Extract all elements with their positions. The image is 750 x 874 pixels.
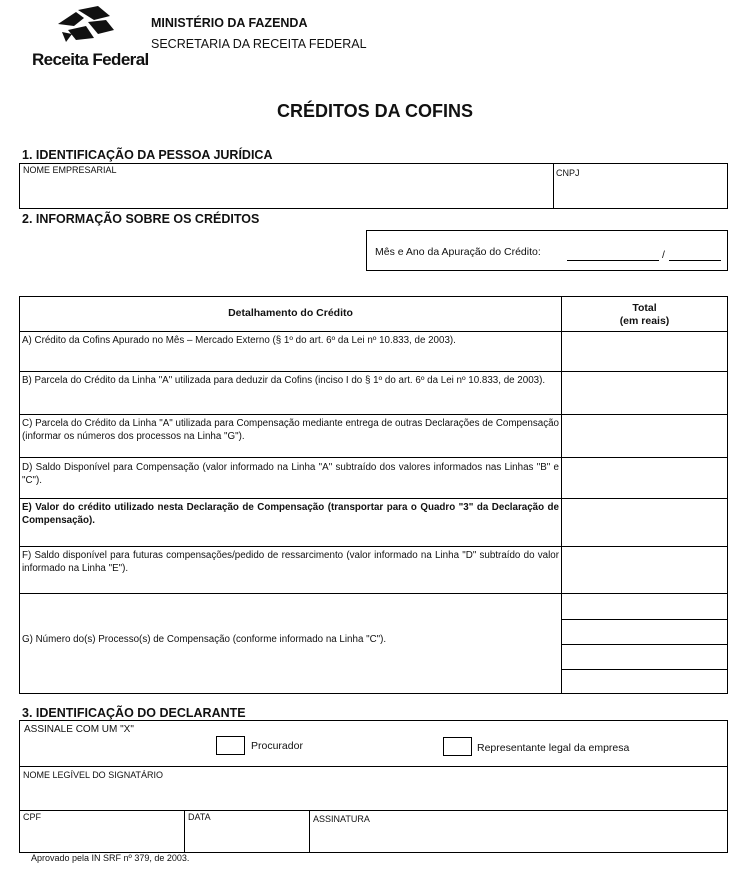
mark-instruction-label: ASSINALE COM UM "X" — [24, 724, 134, 735]
cnpj-label: CNPJ — [556, 168, 580, 178]
cnpj-field[interactable] — [555, 179, 726, 207]
declarant-box — [19, 720, 728, 853]
credit-total-header-line2: (em reais) — [619, 315, 670, 327]
cpf-date-divider — [184, 810, 185, 852]
signature-field[interactable] — [311, 825, 726, 852]
procurador-label: Procurador — [251, 740, 303, 752]
company-name-field[interactable] — [21, 176, 551, 207]
credit-row-d-text: D) Saldo Disponível para Compensação (valor informado na Linha "A" subtraído dos valores informados nas Linhas "B" e "C"). — [22, 462, 559, 486]
receita-federal-logo — [32, 6, 149, 69]
period-year-field[interactable] — [669, 260, 721, 261]
credit-row-g-text: G) Número do(s) Processo(s) de Compensação (conforme informado na Linha "C"). — [22, 634, 387, 645]
section2-title: 2. INFORMAÇÃO SOBRE OS CRÉDITOS — [22, 212, 260, 226]
cpf-field[interactable] — [21, 823, 183, 852]
credit-row-c-text: C) Parcela do Crédito da Linha "A" utilizada para Compensação mediante entrega de outras Declarações de Compensação (informar os números dos processos na Linha "G"). — [22, 418, 559, 442]
representante-checkbox[interactable] — [443, 737, 472, 756]
signature-label: ASSINATURA — [313, 814, 370, 824]
declarant-divider — [20, 766, 727, 767]
credit-total-header — [562, 302, 727, 328]
process-number-field-4[interactable] — [562, 670, 727, 693]
approval-footer: Aprovado pela IN SRF nº 379, de 2003. — [31, 853, 190, 863]
declarant-divider — [20, 810, 727, 811]
company-identification-box — [19, 163, 728, 209]
process-number-field-3[interactable] — [562, 645, 727, 669]
credit-detail-header: Detalhamento do Crédito — [228, 307, 353, 319]
date-field[interactable] — [186, 823, 308, 852]
period-box — [366, 230, 728, 271]
credit-row-b-total-field[interactable] — [562, 372, 727, 414]
period-separator: / — [662, 249, 665, 261]
date-label: DATA — [188, 812, 211, 822]
credit-total-header-line1: Total — [632, 302, 657, 314]
period-month-field[interactable] — [567, 260, 659, 261]
credit-row-b-text: B) Parcela do Crédito da Linha "A" utilizada para deduzir da Cofins (inciso I do § 1º do art. 6º da Lei nº 10.833, de 2003). — [22, 375, 546, 386]
cpf-label: CPF — [23, 812, 41, 822]
process-number-field-2[interactable] — [562, 620, 727, 644]
receita-federal-emblem-icon — [54, 6, 118, 46]
company-name-label: NOME EMPRESARIAL — [23, 165, 117, 175]
credit-row-e-total-field[interactable] — [562, 499, 727, 546]
section1-title: 1. IDENTIFICAÇÃO DA PESSOA JURÍDICA — [22, 148, 273, 162]
logo-text: Receita Federal — [32, 50, 149, 69]
ministry-name: MINISTÉRIO DA FAZENDA — [151, 16, 308, 30]
credit-row-f-text: F) Saldo disponível para futuras compensações/pedido de ressarcimento (valor informado na Linha "D" subtraído do valor informado na Linha "E"). — [22, 550, 559, 574]
credit-table — [19, 296, 728, 694]
signatory-name-field[interactable] — [21, 781, 726, 809]
date-signature-divider — [309, 810, 310, 852]
credit-row-a-total-field[interactable] — [562, 332, 727, 371]
credit-row-d-total-field[interactable] — [562, 458, 727, 498]
signatory-name-label: NOME LEGÍVEL DO SIGNATÁRIO — [23, 770, 164, 780]
secretaria-name: SECRETARIA DA RECEITA FEDERAL — [151, 37, 367, 51]
period-label: Mês e Ano da Apuração do Crédito: — [375, 246, 541, 258]
form-title: CRÉDITOS DA COFINS — [276, 101, 473, 121]
process-number-field-1[interactable] — [562, 594, 727, 619]
credit-row-e-text: E) Valor do crédito utilizado nesta Declaração de Compensação (transportar para o Quadro "3" da Declaração de Compensação). — [22, 502, 559, 526]
credit-row-f-total-field[interactable] — [562, 547, 727, 593]
credit-row-c-total-field[interactable] — [562, 415, 727, 457]
company-cnpj-divider — [553, 164, 554, 208]
credit-row-a-text: A) Crédito da Cofins Apurado no Mês – Mercado Externo (§ 1º do art. 6º da Lei nº 10.833, de 2003). — [22, 335, 456, 346]
procurador-checkbox[interactable] — [216, 736, 245, 755]
section3-title: 3. IDENTIFICAÇÃO DO DECLARANTE — [22, 706, 246, 720]
representante-label: Representante legal da empresa — [477, 742, 630, 754]
